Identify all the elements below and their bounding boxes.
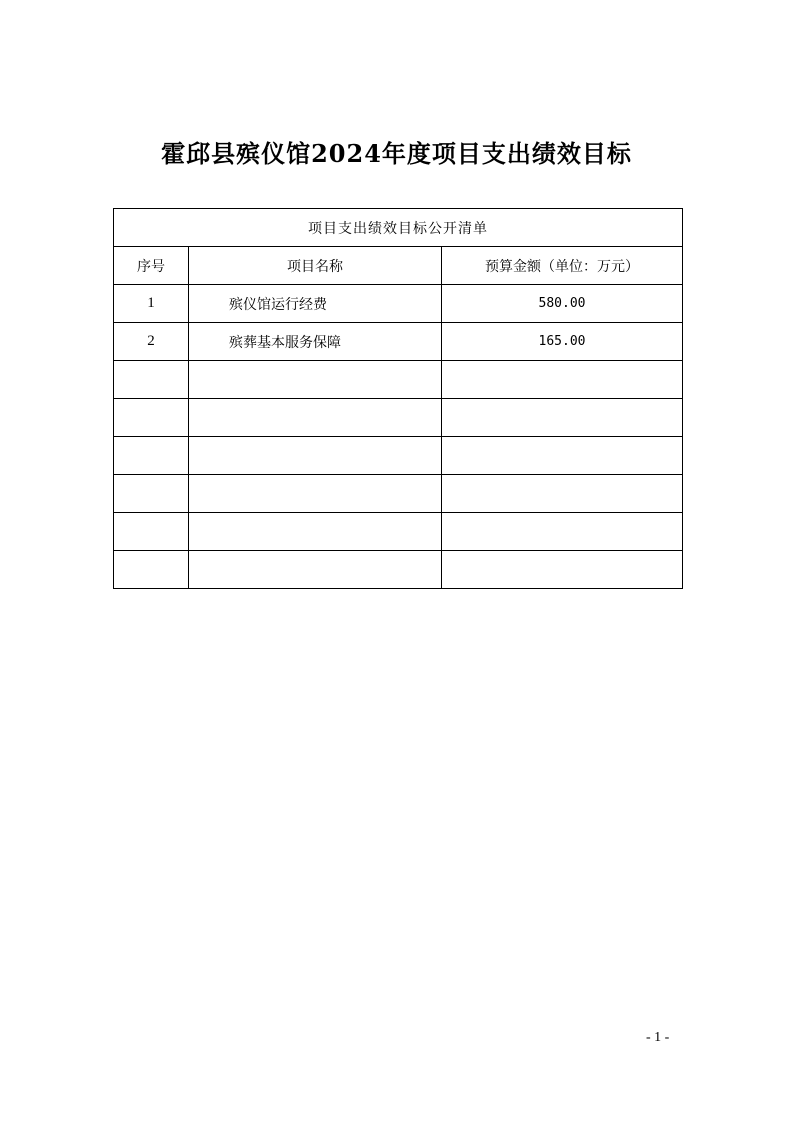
table-row xyxy=(114,361,683,399)
table-row xyxy=(114,475,683,513)
row-amount: 165.00 xyxy=(442,323,683,361)
row-index xyxy=(114,513,189,551)
table-row xyxy=(114,285,683,323)
row-amount xyxy=(442,551,683,589)
row-amount xyxy=(442,475,683,513)
performance-target-table xyxy=(113,208,683,589)
row-index xyxy=(114,399,189,437)
row-index: 1 xyxy=(114,285,189,323)
row-name xyxy=(189,361,442,399)
row-amount xyxy=(442,513,683,551)
table-caption-row xyxy=(114,209,683,247)
table-header-row xyxy=(114,247,683,285)
header-index: 序号 xyxy=(114,247,189,285)
row-name xyxy=(189,475,442,513)
header-amount: 预算金额（单位：万元） xyxy=(442,247,683,285)
page-number: - 1 - xyxy=(646,1030,670,1045)
row-amount xyxy=(442,361,683,399)
row-name xyxy=(189,399,442,437)
table-row xyxy=(114,513,683,551)
row-index xyxy=(114,551,189,589)
document-title: 霍邱县殡仪馆2024年度项目支出绩效目标 xyxy=(161,139,632,168)
table-row xyxy=(114,437,683,475)
table-row xyxy=(114,323,683,361)
header-name: 项目名称 xyxy=(189,247,442,285)
row-index xyxy=(114,475,189,513)
table-row xyxy=(114,551,683,589)
row-index xyxy=(114,437,189,475)
row-index: 2 xyxy=(114,323,189,361)
row-name: 殡仪馆运行经费 xyxy=(189,285,442,323)
row-name xyxy=(189,551,442,589)
table-caption: 项目支出绩效目标公开清单 xyxy=(114,209,683,247)
row-name xyxy=(189,437,442,475)
row-index xyxy=(114,361,189,399)
row-amount xyxy=(442,399,683,437)
row-name: 殡葬基本服务保障 xyxy=(189,323,442,361)
row-name xyxy=(189,513,442,551)
table-row xyxy=(114,399,683,437)
row-amount xyxy=(442,437,683,475)
row-amount: 580.00 xyxy=(442,285,683,323)
